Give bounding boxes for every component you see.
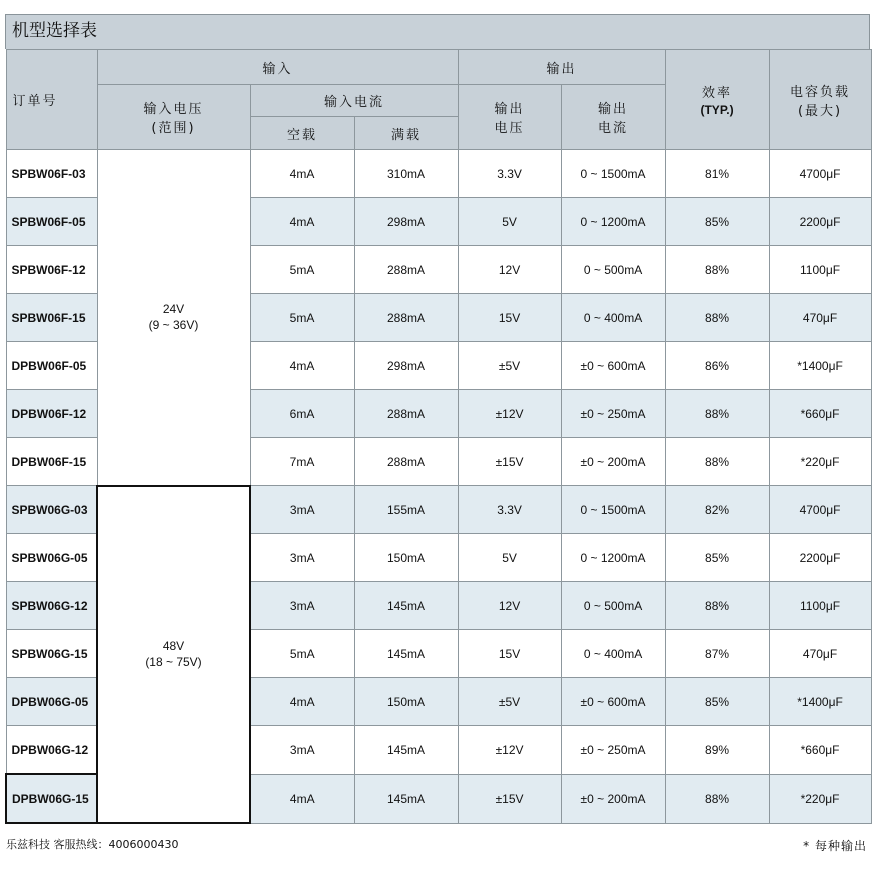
input-voltage-value: 24V [162, 302, 185, 317]
output-current-cell: ±0 ~ 250mA [561, 390, 665, 438]
header-capacitive-load [769, 50, 871, 150]
capacitive-load-cell: *660μF [769, 726, 871, 775]
efficiency-cell: 85% [665, 198, 769, 246]
header-output-voltage-l2: 电压 [494, 121, 525, 136]
full-load-cell: 145mA [354, 582, 458, 630]
full-load-cell: 298mA [354, 198, 458, 246]
header-model: 订单号 [6, 50, 97, 150]
output-voltage-cell: ±15V [458, 438, 561, 486]
hotline-text: 乐兹科技 客服热线：4006000430 [6, 838, 179, 851]
model-cell: DPBW06G-12 [6, 726, 97, 775]
output-current-cell: 0 ~ 500mA [561, 246, 665, 294]
capacitive-load-cell: 1100μF [769, 246, 871, 294]
output-voltage-cell: 15V [458, 294, 561, 342]
efficiency-cell: 81% [665, 150, 769, 198]
output-current-cell: ±0 ~ 200mA [561, 774, 665, 823]
full-load-cell: 150mA [354, 534, 458, 582]
capacitive-load-cell: 470μF [769, 630, 871, 678]
output-current-cell: 0 ~ 1200mA [561, 198, 665, 246]
header-full-load: 满载 [354, 117, 458, 150]
output-current-cell: 0 ~ 500mA [561, 582, 665, 630]
header-output: 输出 [458, 50, 665, 85]
efficiency-cell: 88% [665, 582, 769, 630]
output-voltage-cell: ±12V [458, 726, 561, 775]
model-cell: SPBW06F-15 [6, 294, 97, 342]
input-voltage-value: 48V [162, 639, 185, 654]
header-input-current: 输入电流 [250, 85, 458, 117]
capacitive-load-cell: 470μF [769, 294, 871, 342]
input-voltage-range: (18 ~ 75V) [145, 655, 202, 670]
header-input-voltage [97, 85, 250, 150]
output-voltage-cell: ±5V [458, 342, 561, 390]
efficiency-cell: 88% [665, 246, 769, 294]
no-load-cell: 4mA [250, 150, 354, 198]
no-load-cell: 3mA [250, 534, 354, 582]
output-voltage-cell: ±15V [458, 774, 561, 823]
capacitive-load-cell: *220μF [769, 774, 871, 823]
output-voltage-cell: ±12V [458, 390, 561, 438]
no-load-cell: 5mA [250, 294, 354, 342]
model-cell: DPBW06F-12 [6, 390, 97, 438]
table-title: 机型选择表 [5, 14, 870, 49]
header-efficiency-label: 效率 [702, 86, 733, 101]
capacitive-load-cell: *1400μF [769, 678, 871, 726]
no-load-cell: 5mA [250, 630, 354, 678]
no-load-cell: 5mA [250, 246, 354, 294]
header-output-voltage-l1: 输出 [494, 102, 525, 117]
output-voltage-cell: 3.3V [458, 150, 561, 198]
no-load-cell: 7mA [250, 438, 354, 486]
selection-table-panel [5, 14, 870, 824]
header-efficiency [665, 50, 769, 150]
output-voltage-cell: 5V [458, 198, 561, 246]
capacitive-load-cell: *220μF [769, 438, 871, 486]
header-input-voltage-range: (范围) [151, 121, 196, 136]
efficiency-cell: 86% [665, 342, 769, 390]
efficiency-cell: 88% [665, 774, 769, 823]
input-voltage-group-cell [97, 486, 250, 824]
full-load-cell: 288mA [354, 246, 458, 294]
header-no-load: 空载 [250, 117, 354, 150]
output-current-cell: ±0 ~ 200mA [561, 438, 665, 486]
model-selection-table [5, 49, 872, 824]
capacitive-load-cell: 4700μF [769, 486, 871, 534]
header-output-current-l1: 输出 [598, 102, 629, 117]
efficiency-cell: 89% [665, 726, 769, 775]
full-load-cell: 298mA [354, 342, 458, 390]
full-load-cell: 155mA [354, 486, 458, 534]
header-capacitive-load-label: 电容负载 [790, 84, 851, 100]
no-load-cell: 3mA [250, 486, 354, 534]
output-current-cell: ±0 ~ 600mA [561, 678, 665, 726]
model-cell: DPBW06G-15 [6, 774, 97, 823]
capacitive-load-cell: 1100μF [769, 582, 871, 630]
no-load-cell: 4mA [250, 342, 354, 390]
capacitive-load-cell: *660μF [769, 390, 871, 438]
efficiency-cell: 87% [665, 630, 769, 678]
output-current-cell: 0 ~ 1500mA [561, 486, 665, 534]
efficiency-cell: 85% [665, 534, 769, 582]
output-voltage-cell: 15V [458, 630, 561, 678]
efficiency-cell: 85% [665, 678, 769, 726]
header-output-current [561, 85, 665, 150]
efficiency-cell: 82% [665, 486, 769, 534]
header-capacitive-load-max: (最大) [797, 103, 843, 119]
table-row [6, 486, 871, 534]
capacitive-load-cell: 2200μF [769, 534, 871, 582]
header-input-voltage-label: 输入电压 [143, 102, 204, 117]
full-load-cell: 150mA [354, 678, 458, 726]
efficiency-cell: 88% [665, 438, 769, 486]
header-efficiency-typ: (TYP.) [700, 103, 734, 117]
header-output-current-l2: 电流 [598, 121, 629, 136]
no-load-cell: 4mA [250, 774, 354, 823]
full-load-cell: 288mA [354, 390, 458, 438]
model-cell: SPBW06G-15 [6, 630, 97, 678]
full-load-cell: 288mA [354, 294, 458, 342]
output-current-cell: 0 ~ 400mA [561, 294, 665, 342]
no-load-cell: 4mA [250, 678, 354, 726]
capacitive-load-cell: *1400μF [769, 342, 871, 390]
full-load-cell: 145mA [354, 726, 458, 775]
full-load-cell: 288mA [354, 438, 458, 486]
output-current-cell: 0 ~ 1500mA [561, 150, 665, 198]
model-cell: SPBW06F-05 [6, 198, 97, 246]
header-output-voltage [458, 85, 561, 150]
table-body [6, 150, 871, 824]
output-voltage-cell: 12V [458, 246, 561, 294]
full-load-cell: 145mA [354, 774, 458, 823]
no-load-cell: 3mA [250, 582, 354, 630]
output-current-cell: 0 ~ 1200mA [561, 534, 665, 582]
model-cell: SPBW06F-03 [6, 150, 97, 198]
output-voltage-cell: ±5V [458, 678, 561, 726]
model-cell: DPBW06F-05 [6, 342, 97, 390]
model-cell: SPBW06F-12 [6, 246, 97, 294]
full-load-cell: 145mA [354, 630, 458, 678]
model-cell: SPBW06G-05 [6, 534, 97, 582]
no-load-cell: 3mA [250, 726, 354, 775]
output-voltage-cell: 5V [458, 534, 561, 582]
full-load-cell: 310mA [354, 150, 458, 198]
model-cell: SPBW06G-03 [6, 486, 97, 534]
model-cell: SPBW06G-12 [6, 582, 97, 630]
capacitive-load-cell: 2200μF [769, 198, 871, 246]
output-current-cell: 0 ~ 400mA [561, 630, 665, 678]
no-load-cell: 4mA [250, 198, 354, 246]
output-voltage-cell: 3.3V [458, 486, 561, 534]
capacitive-load-cell: 4700μF [769, 150, 871, 198]
footnote-text: * 每种输出 [803, 839, 867, 853]
input-voltage-group-cell [97, 150, 250, 486]
efficiency-cell: 88% [665, 294, 769, 342]
header-input: 输入 [97, 50, 458, 85]
output-current-cell: ±0 ~ 600mA [561, 342, 665, 390]
output-voltage-cell: 12V [458, 582, 561, 630]
model-cell: DPBW06F-15 [6, 438, 97, 486]
model-cell: DPBW06G-05 [6, 678, 97, 726]
no-load-cell: 6mA [250, 390, 354, 438]
table-row [6, 150, 871, 198]
input-voltage-range: (9 ~ 36V) [148, 318, 199, 333]
efficiency-cell: 88% [665, 390, 769, 438]
output-current-cell: ±0 ~ 250mA [561, 726, 665, 775]
